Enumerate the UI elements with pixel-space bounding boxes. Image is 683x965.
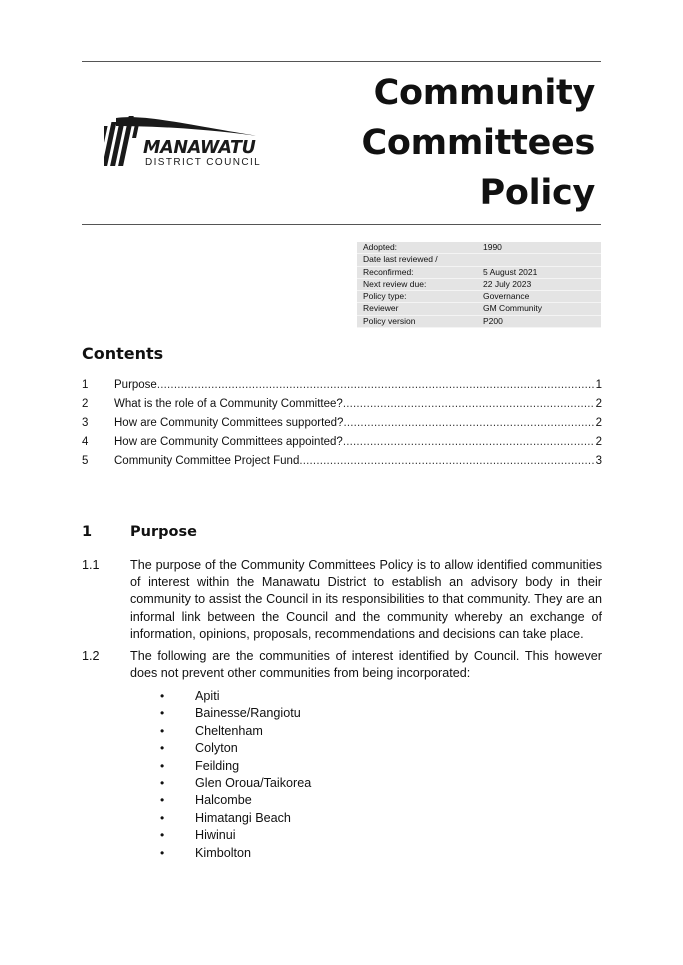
section-heading-purpose	[82, 524, 197, 540]
toc-number: 3	[82, 417, 89, 429]
contents-heading: Contents	[82, 344, 164, 363]
header-bottom-rule	[82, 224, 601, 225]
top-rule	[82, 61, 601, 62]
bullet-icon: •	[160, 758, 165, 773]
toc-entry[interactable]	[82, 417, 602, 436]
section-title: Purpose	[130, 524, 197, 540]
toc-leader	[343, 436, 594, 448]
paragraph-number: 1.2	[82, 649, 100, 663]
metadata-key: Reviewer	[357, 303, 477, 315]
bullet-icon: •	[160, 775, 165, 790]
toc-leader	[299, 455, 593, 467]
paragraph-1-2	[82, 648, 602, 682]
toc-title: How are Community Committees appointed?	[114, 436, 343, 448]
metadata-key: Policy type:	[357, 291, 477, 303]
community-name: Bainesse/Rangiotu	[195, 706, 301, 721]
metadata-value: P200	[477, 315, 601, 327]
metadata-row	[357, 278, 601, 290]
document-title	[362, 68, 595, 218]
toc-number: 5	[82, 455, 89, 467]
list-item	[160, 688, 311, 705]
bullet-icon: •	[160, 793, 165, 808]
bullet-icon: •	[160, 706, 165, 721]
communities-list	[160, 688, 311, 862]
toc-leader	[343, 417, 593, 429]
toc-title: Community Committee Project Fund	[114, 455, 300, 467]
metadata-row	[357, 303, 601, 315]
list-item	[160, 845, 311, 862]
metadata-key: Policy version	[357, 315, 477, 327]
community-name: Himatangi Beach	[195, 810, 291, 825]
metadata-value	[477, 254, 601, 266]
list-item	[160, 740, 311, 757]
metadata-key: Reconfirmed:	[357, 266, 477, 278]
logo-name: MANAWATU	[143, 138, 256, 158]
metadata-row	[357, 315, 601, 327]
community-name: Cheltenham	[195, 723, 263, 738]
metadata-value: Governance	[477, 291, 601, 303]
paragraph-number: 1.1	[82, 558, 100, 572]
table-of-contents	[82, 379, 602, 474]
community-name: Feilding	[195, 758, 240, 773]
toc-entry[interactable]	[82, 436, 602, 455]
metadata-row	[357, 291, 601, 303]
bullet-icon: •	[160, 845, 165, 860]
toc-title: What is the role of a Community Committee?	[114, 398, 343, 410]
metadata-value: 22 July 2023	[477, 278, 601, 290]
bullet-icon: •	[160, 723, 165, 738]
list-item	[160, 723, 311, 740]
toc-entry[interactable]	[82, 379, 602, 398]
title-line: Policy	[479, 173, 595, 213]
toc-entry[interactable]	[82, 398, 602, 417]
toc-leader	[343, 398, 594, 410]
toc-page: 2	[595, 417, 602, 429]
policy-metadata-table	[357, 242, 601, 328]
community-name: Halcombe	[195, 793, 252, 808]
title-line: Community	[373, 73, 595, 113]
community-name: Kimbolton	[195, 845, 252, 860]
title-line: Committees	[361, 123, 595, 163]
toc-leader	[157, 379, 594, 391]
logo-subtitle: DISTRICT COUNCIL	[145, 157, 262, 168]
toc-page: 2	[595, 436, 602, 448]
section-number: 1	[82, 524, 93, 540]
bullet-icon: •	[160, 828, 165, 843]
metadata-key: Adopted:	[357, 242, 477, 254]
bullet-icon: •	[160, 741, 165, 756]
community-name: Hiwinui	[195, 828, 236, 843]
metadata-row	[357, 242, 601, 254]
list-item	[160, 758, 311, 775]
paragraph-text: The purpose of the Community Committees Policy is to allow identified communities of interest within the Manawatu District to establish an advisory body in their community to assist the Council in its responsibilities to that community. They are an informal link between the Council and the community whereby an exchange of information, opinions, proposals, recommendations and decisions can take place.	[130, 558, 602, 641]
toc-number: 1	[82, 379, 89, 391]
metadata-value: GM Community	[477, 303, 601, 315]
metadata-key: Date last reviewed /	[357, 254, 477, 266]
toc-title: Purpose	[114, 379, 157, 391]
toc-title: How are Community Committees supported?	[114, 417, 344, 429]
bullet-icon: •	[160, 810, 165, 825]
list-item	[160, 792, 311, 809]
toc-entry[interactable]	[82, 455, 602, 474]
metadata-value: 1990	[477, 242, 601, 254]
list-item	[160, 810, 311, 827]
community-name: Colyton	[195, 741, 238, 756]
community-name: Glen Oroua/Taikorea	[195, 775, 312, 790]
toc-page: 1	[595, 379, 602, 391]
toc-number: 2	[82, 398, 89, 410]
metadata-key: Next review due:	[357, 278, 477, 290]
metadata-row	[357, 266, 601, 278]
metadata-value: 5 August 2021	[477, 266, 601, 278]
list-item	[160, 827, 311, 844]
toc-number: 4	[82, 436, 89, 448]
list-item	[160, 705, 311, 722]
paragraph-1-1	[82, 557, 602, 643]
community-name: Apiti	[195, 689, 220, 703]
toc-page: 2	[595, 398, 602, 410]
metadata-row	[357, 254, 601, 266]
list-item	[160, 775, 311, 792]
toc-page: 3	[595, 455, 602, 467]
bullet-icon: •	[160, 689, 165, 703]
paragraph-text: The following are the communities of interest identified by Council. This however does not prevent other communities from being incorporated:	[130, 649, 602, 681]
